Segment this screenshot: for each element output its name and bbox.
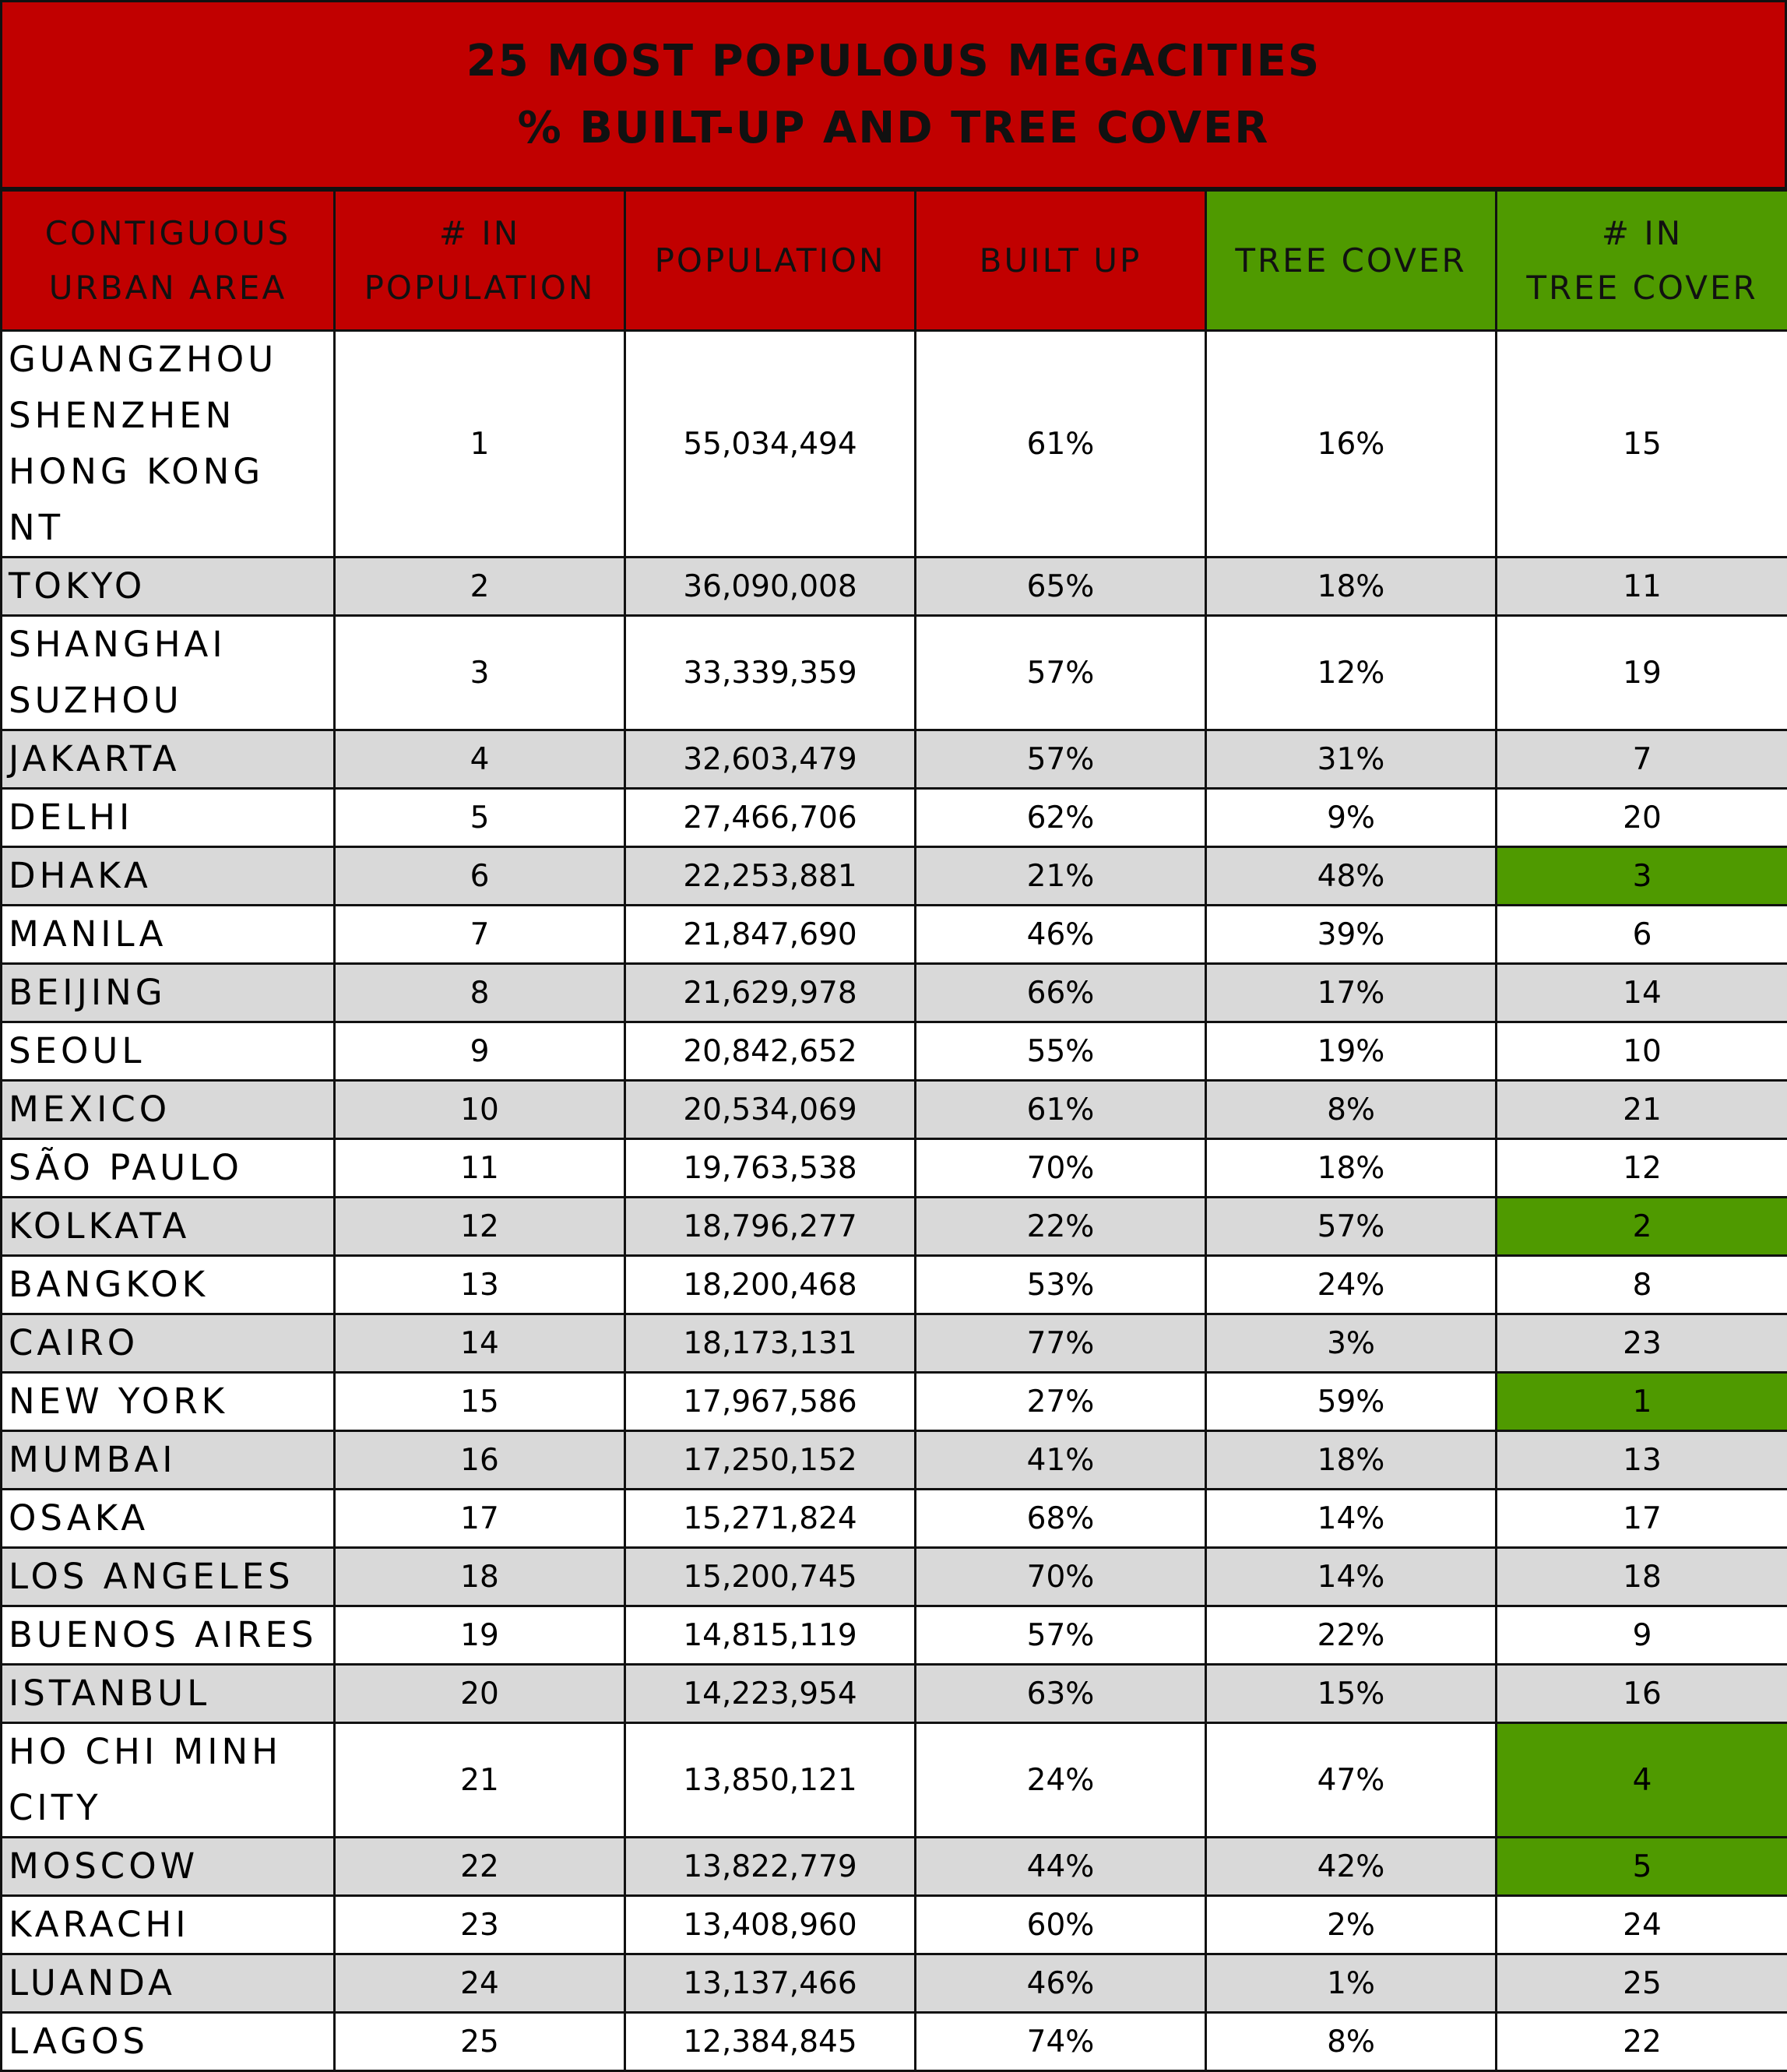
cell-tree-cover: 31% bbox=[1206, 730, 1497, 789]
cell-tree-cover: 47% bbox=[1206, 1723, 1497, 1838]
cell-built-up: 46% bbox=[916, 1954, 1206, 2013]
cell-population: 12,384,845 bbox=[625, 2013, 916, 2071]
col-header-population-rank-line-2: POPULATION bbox=[336, 261, 624, 315]
cell-built-up: 63% bbox=[916, 1665, 1206, 1723]
cell-built-up: 22% bbox=[916, 1198, 1206, 1256]
cell-urban-area bbox=[2, 558, 335, 616]
cell-population: 21,629,978 bbox=[625, 964, 916, 1022]
urban-area-name-line: TOKYO bbox=[9, 558, 330, 614]
col-header-population-rank bbox=[335, 191, 625, 331]
cell-urban-area bbox=[2, 1490, 335, 1548]
table-row bbox=[2, 1896, 1787, 1954]
urban-area-name-line: MANILA bbox=[9, 906, 330, 962]
cell-built-up: 21% bbox=[916, 847, 1206, 906]
cell-population: 18,200,468 bbox=[625, 1256, 916, 1314]
urban-area-name-line: BUENOS AIRES bbox=[9, 1607, 330, 1663]
table-row bbox=[2, 616, 1787, 730]
cell-population: 15,271,824 bbox=[625, 1490, 916, 1548]
cell-tree-cover: 16% bbox=[1206, 331, 1497, 558]
cell-population: 20,842,652 bbox=[625, 1022, 916, 1081]
urban-area-name-line: BEIJING bbox=[9, 965, 330, 1021]
cell-population-rank: 6 bbox=[335, 847, 625, 906]
cell-tree-cover: 18% bbox=[1206, 1139, 1497, 1198]
cell-tree-cover-rank: 1 bbox=[1497, 1373, 1787, 1431]
cell-urban-area bbox=[2, 616, 335, 730]
cell-tree-cover: 39% bbox=[1206, 906, 1497, 964]
urban-area-name-line: SHANGHAI bbox=[9, 617, 330, 673]
cell-urban-area bbox=[2, 1665, 335, 1723]
cell-tree-cover-rank: 24 bbox=[1497, 1896, 1787, 1954]
cell-population: 18,173,131 bbox=[625, 1314, 916, 1373]
cell-population-rank: 15 bbox=[335, 1373, 625, 1431]
urban-area-name-line: MUMBAI bbox=[9, 1432, 330, 1488]
cell-urban-area bbox=[2, 1139, 335, 1198]
cell-tree-cover-rank: 12 bbox=[1497, 1139, 1787, 1198]
cell-urban-area bbox=[2, 1954, 335, 2013]
table-row bbox=[2, 1954, 1787, 2013]
cell-urban-area bbox=[2, 2013, 335, 2071]
urban-area-name-line: ISTANBUL bbox=[9, 1666, 330, 1722]
cell-tree-cover-rank: 8 bbox=[1497, 1256, 1787, 1314]
cell-tree-cover-rank: 22 bbox=[1497, 2013, 1787, 2071]
cell-urban-area bbox=[2, 1896, 335, 1954]
table-row bbox=[2, 1314, 1787, 1373]
col-header-urban-area bbox=[2, 191, 335, 331]
table-row bbox=[2, 964, 1787, 1022]
table-row bbox=[2, 331, 1787, 558]
cell-population-rank: 14 bbox=[335, 1314, 625, 1373]
cell-urban-area bbox=[2, 1431, 335, 1490]
table-row bbox=[2, 558, 1787, 616]
table-row bbox=[2, 1606, 1787, 1665]
urban-area-name-line: KOLKATA bbox=[9, 1198, 330, 1254]
cell-built-up: 74% bbox=[916, 2013, 1206, 2071]
cell-tree-cover: 14% bbox=[1206, 1548, 1497, 1606]
urban-area-name-line: NEW YORK bbox=[9, 1374, 330, 1430]
table-row bbox=[2, 2013, 1787, 2071]
urban-area-name-line: KARACHI bbox=[9, 1897, 330, 1953]
cell-population: 19,763,538 bbox=[625, 1139, 916, 1198]
cell-tree-cover-rank: 4 bbox=[1497, 1723, 1787, 1838]
table-row bbox=[2, 1256, 1787, 1314]
cell-urban-area bbox=[2, 1198, 335, 1256]
cell-built-up: 61% bbox=[916, 331, 1206, 558]
cell-built-up: 27% bbox=[916, 1373, 1206, 1431]
table-row bbox=[2, 1198, 1787, 1256]
cell-population-rank: 7 bbox=[335, 906, 625, 964]
cell-population: 55,034,494 bbox=[625, 331, 916, 558]
cell-urban-area bbox=[2, 1314, 335, 1373]
cell-population: 18,796,277 bbox=[625, 1198, 916, 1256]
cell-tree-cover: 18% bbox=[1206, 558, 1497, 616]
cell-tree-cover-rank: 19 bbox=[1497, 616, 1787, 730]
urban-area-name-line: CAIRO bbox=[9, 1315, 330, 1371]
cell-urban-area bbox=[2, 1838, 335, 1896]
table-row bbox=[2, 1431, 1787, 1490]
cell-tree-cover: 3% bbox=[1206, 1314, 1497, 1373]
table-row bbox=[2, 1665, 1787, 1723]
cell-urban-area bbox=[2, 789, 335, 847]
cell-population-rank: 12 bbox=[335, 1198, 625, 1256]
cell-urban-area bbox=[2, 906, 335, 964]
table-row bbox=[2, 1490, 1787, 1548]
cell-tree-cover-rank: 6 bbox=[1497, 906, 1787, 964]
cell-urban-area bbox=[2, 1081, 335, 1139]
col-header-urban-area-line-2: URBAN AREA bbox=[2, 261, 333, 315]
col-header-urban-area-line-1: CONTIGUOUS bbox=[2, 206, 333, 261]
urban-area-name-line: DHAKA bbox=[9, 848, 330, 904]
table-row bbox=[2, 1723, 1787, 1838]
cell-tree-cover: 14% bbox=[1206, 1490, 1497, 1548]
cell-tree-cover-rank: 21 bbox=[1497, 1081, 1787, 1139]
table-row bbox=[2, 730, 1787, 789]
cell-population: 15,200,745 bbox=[625, 1548, 916, 1606]
cell-population-rank: 21 bbox=[335, 1723, 625, 1838]
cell-tree-cover-rank: 20 bbox=[1497, 789, 1787, 847]
cell-population: 20,534,069 bbox=[625, 1081, 916, 1139]
cell-population-rank: 1 bbox=[335, 331, 625, 558]
cell-population: 21,847,690 bbox=[625, 906, 916, 964]
cell-tree-cover-rank: 3 bbox=[1497, 847, 1787, 906]
title-line-2: % BUILT-UP AND TREE COVER bbox=[518, 95, 1270, 162]
cell-tree-cover: 15% bbox=[1206, 1665, 1497, 1723]
col-header-population-rank-line-1: # IN bbox=[336, 206, 624, 261]
urban-area-name-line: SUZHOU bbox=[9, 673, 330, 729]
cell-tree-cover: 22% bbox=[1206, 1606, 1497, 1665]
cell-built-up: 62% bbox=[916, 789, 1206, 847]
cell-tree-cover: 8% bbox=[1206, 2013, 1497, 2071]
col-header-tree-cover-rank-line-2: TREE COVER bbox=[1497, 261, 1787, 315]
data-table bbox=[0, 189, 1787, 2072]
cell-population: 13,850,121 bbox=[625, 1723, 916, 1838]
urban-area-name-line: CITY bbox=[9, 1780, 330, 1836]
cell-tree-cover: 17% bbox=[1206, 964, 1497, 1022]
cell-built-up: 61% bbox=[916, 1081, 1206, 1139]
table-row bbox=[2, 847, 1787, 906]
cell-population-rank: 13 bbox=[335, 1256, 625, 1314]
cell-population: 22,253,881 bbox=[625, 847, 916, 906]
cell-built-up: 65% bbox=[916, 558, 1206, 616]
cell-population-rank: 19 bbox=[335, 1606, 625, 1665]
table-row bbox=[2, 1081, 1787, 1139]
urban-area-name-line: GUANGZHOU bbox=[9, 332, 330, 388]
cell-tree-cover-rank: 10 bbox=[1497, 1022, 1787, 1081]
cell-population: 13,822,779 bbox=[625, 1838, 916, 1896]
cell-built-up: 68% bbox=[916, 1490, 1206, 1548]
cell-population: 13,137,466 bbox=[625, 1954, 916, 2013]
cell-population: 17,967,586 bbox=[625, 1373, 916, 1431]
cell-population-rank: 11 bbox=[335, 1139, 625, 1198]
urban-area-name-line: SEOUL bbox=[9, 1023, 330, 1079]
col-header-tree-cover-rank bbox=[1497, 191, 1787, 331]
table-row bbox=[2, 906, 1787, 964]
cell-built-up: 57% bbox=[916, 730, 1206, 789]
cell-population-rank: 25 bbox=[335, 2013, 625, 2071]
cell-built-up: 57% bbox=[916, 1606, 1206, 1665]
cell-tree-cover-rank: 9 bbox=[1497, 1606, 1787, 1665]
cell-urban-area bbox=[2, 1022, 335, 1081]
cell-built-up: 46% bbox=[916, 906, 1206, 964]
urban-area-name-line: DELHI bbox=[9, 790, 330, 846]
cell-population: 14,815,119 bbox=[625, 1606, 916, 1665]
cell-tree-cover: 42% bbox=[1206, 1838, 1497, 1896]
cell-population-rank: 17 bbox=[335, 1490, 625, 1548]
cell-built-up: 70% bbox=[916, 1139, 1206, 1198]
cell-tree-cover-rank: 2 bbox=[1497, 1198, 1787, 1256]
cell-tree-cover: 2% bbox=[1206, 1896, 1497, 1954]
cell-built-up: 44% bbox=[916, 1838, 1206, 1896]
cell-population: 14,223,954 bbox=[625, 1665, 916, 1723]
cell-population-rank: 22 bbox=[335, 1838, 625, 1896]
cell-tree-cover-rank: 5 bbox=[1497, 1838, 1787, 1896]
urban-area-name-line: LOS ANGELES bbox=[9, 1549, 330, 1605]
cell-tree-cover-rank: 16 bbox=[1497, 1665, 1787, 1723]
cell-urban-area bbox=[2, 847, 335, 906]
cell-built-up: 55% bbox=[916, 1022, 1206, 1081]
cell-population-rank: 10 bbox=[335, 1081, 625, 1139]
cell-population-rank: 2 bbox=[335, 558, 625, 616]
urban-area-name-line: SÃO PAULO bbox=[9, 1140, 330, 1196]
urban-area-name-line: JAKARTA bbox=[9, 731, 330, 787]
cell-tree-cover-rank: 11 bbox=[1497, 558, 1787, 616]
cell-population-rank: 20 bbox=[335, 1665, 625, 1723]
cell-urban-area bbox=[2, 331, 335, 558]
table-row bbox=[2, 1022, 1787, 1081]
cell-built-up: 41% bbox=[916, 1431, 1206, 1490]
title-line-1: 25 MOST POPULOUS MEGACITIES bbox=[466, 28, 1321, 95]
cell-urban-area bbox=[2, 964, 335, 1022]
cell-population-rank: 3 bbox=[335, 616, 625, 730]
cell-built-up: 60% bbox=[916, 1896, 1206, 1954]
cell-tree-cover-rank: 23 bbox=[1497, 1314, 1787, 1373]
table-body bbox=[2, 331, 1787, 2071]
cell-population-rank: 8 bbox=[335, 964, 625, 1022]
col-header-tree-cover: TREE COVER bbox=[1206, 191, 1497, 331]
col-header-population: POPULATION bbox=[625, 191, 916, 331]
cell-population-rank: 16 bbox=[335, 1431, 625, 1490]
urban-area-name-line: OSAKA bbox=[9, 1490, 330, 1546]
cell-urban-area bbox=[2, 1548, 335, 1606]
cell-tree-cover: 18% bbox=[1206, 1431, 1497, 1490]
cell-built-up: 66% bbox=[916, 964, 1206, 1022]
urban-area-name-line: LAGOS bbox=[9, 2014, 330, 2070]
cell-urban-area bbox=[2, 1723, 335, 1838]
cell-tree-cover-rank: 14 bbox=[1497, 964, 1787, 1022]
table-row bbox=[2, 1548, 1787, 1606]
cell-built-up: 24% bbox=[916, 1723, 1206, 1838]
table-row bbox=[2, 1838, 1787, 1896]
cell-population: 13,408,960 bbox=[625, 1896, 916, 1954]
cell-tree-cover-rank: 18 bbox=[1497, 1548, 1787, 1606]
cell-tree-cover-rank: 7 bbox=[1497, 730, 1787, 789]
cell-urban-area bbox=[2, 1256, 335, 1314]
cell-tree-cover: 12% bbox=[1206, 616, 1497, 730]
cell-tree-cover: 48% bbox=[1206, 847, 1497, 906]
cell-population: 33,339,359 bbox=[625, 616, 916, 730]
cell-built-up: 53% bbox=[916, 1256, 1206, 1314]
cell-tree-cover: 19% bbox=[1206, 1022, 1497, 1081]
table-row bbox=[2, 1139, 1787, 1198]
cell-tree-cover: 59% bbox=[1206, 1373, 1497, 1431]
col-header-tree-cover-rank-line-1: # IN bbox=[1497, 206, 1787, 261]
cell-population-rank: 4 bbox=[335, 730, 625, 789]
urban-area-name-line: HO CHI MINH bbox=[9, 1724, 330, 1780]
cell-built-up: 57% bbox=[916, 616, 1206, 730]
cell-tree-cover-rank: 15 bbox=[1497, 331, 1787, 558]
table-title bbox=[0, 0, 1787, 189]
cell-built-up: 70% bbox=[916, 1548, 1206, 1606]
cell-tree-cover-rank: 25 bbox=[1497, 1954, 1787, 2013]
table-row bbox=[2, 1373, 1787, 1431]
table-row bbox=[2, 789, 1787, 847]
urban-area-name-line: MOSCOW bbox=[9, 1838, 330, 1894]
cell-population: 17,250,152 bbox=[625, 1431, 916, 1490]
urban-area-name-line: HONG KONG NT bbox=[9, 444, 330, 556]
cell-tree-cover-rank: 13 bbox=[1497, 1431, 1787, 1490]
cell-built-up: 77% bbox=[916, 1314, 1206, 1373]
cell-population-rank: 9 bbox=[335, 1022, 625, 1081]
urban-area-name-line: LUANDA bbox=[9, 1955, 330, 2011]
cell-urban-area bbox=[2, 1606, 335, 1665]
cell-tree-cover: 57% bbox=[1206, 1198, 1497, 1256]
cell-population-rank: 18 bbox=[335, 1548, 625, 1606]
cell-population-rank: 5 bbox=[335, 789, 625, 847]
cell-population: 27,466,706 bbox=[625, 789, 916, 847]
cell-tree-cover: 8% bbox=[1206, 1081, 1497, 1139]
cell-tree-cover-rank: 17 bbox=[1497, 1490, 1787, 1548]
cell-population-rank: 23 bbox=[335, 1896, 625, 1954]
urban-area-name-line: MEXICO bbox=[9, 1082, 330, 1138]
col-header-built-up: BUILT UP bbox=[916, 191, 1206, 331]
cell-tree-cover: 1% bbox=[1206, 1954, 1497, 2013]
urban-area-name-line: SHENZHEN bbox=[9, 388, 330, 444]
cell-tree-cover: 9% bbox=[1206, 789, 1497, 847]
header-row bbox=[2, 191, 1787, 331]
cell-tree-cover: 24% bbox=[1206, 1256, 1497, 1314]
cell-urban-area bbox=[2, 1373, 335, 1431]
cell-urban-area bbox=[2, 730, 335, 789]
urban-area-name-line: BANGKOK bbox=[9, 1257, 330, 1313]
cell-population: 32,603,479 bbox=[625, 730, 916, 789]
cell-population: 36,090,008 bbox=[625, 558, 916, 616]
cell-population-rank: 24 bbox=[335, 1954, 625, 2013]
